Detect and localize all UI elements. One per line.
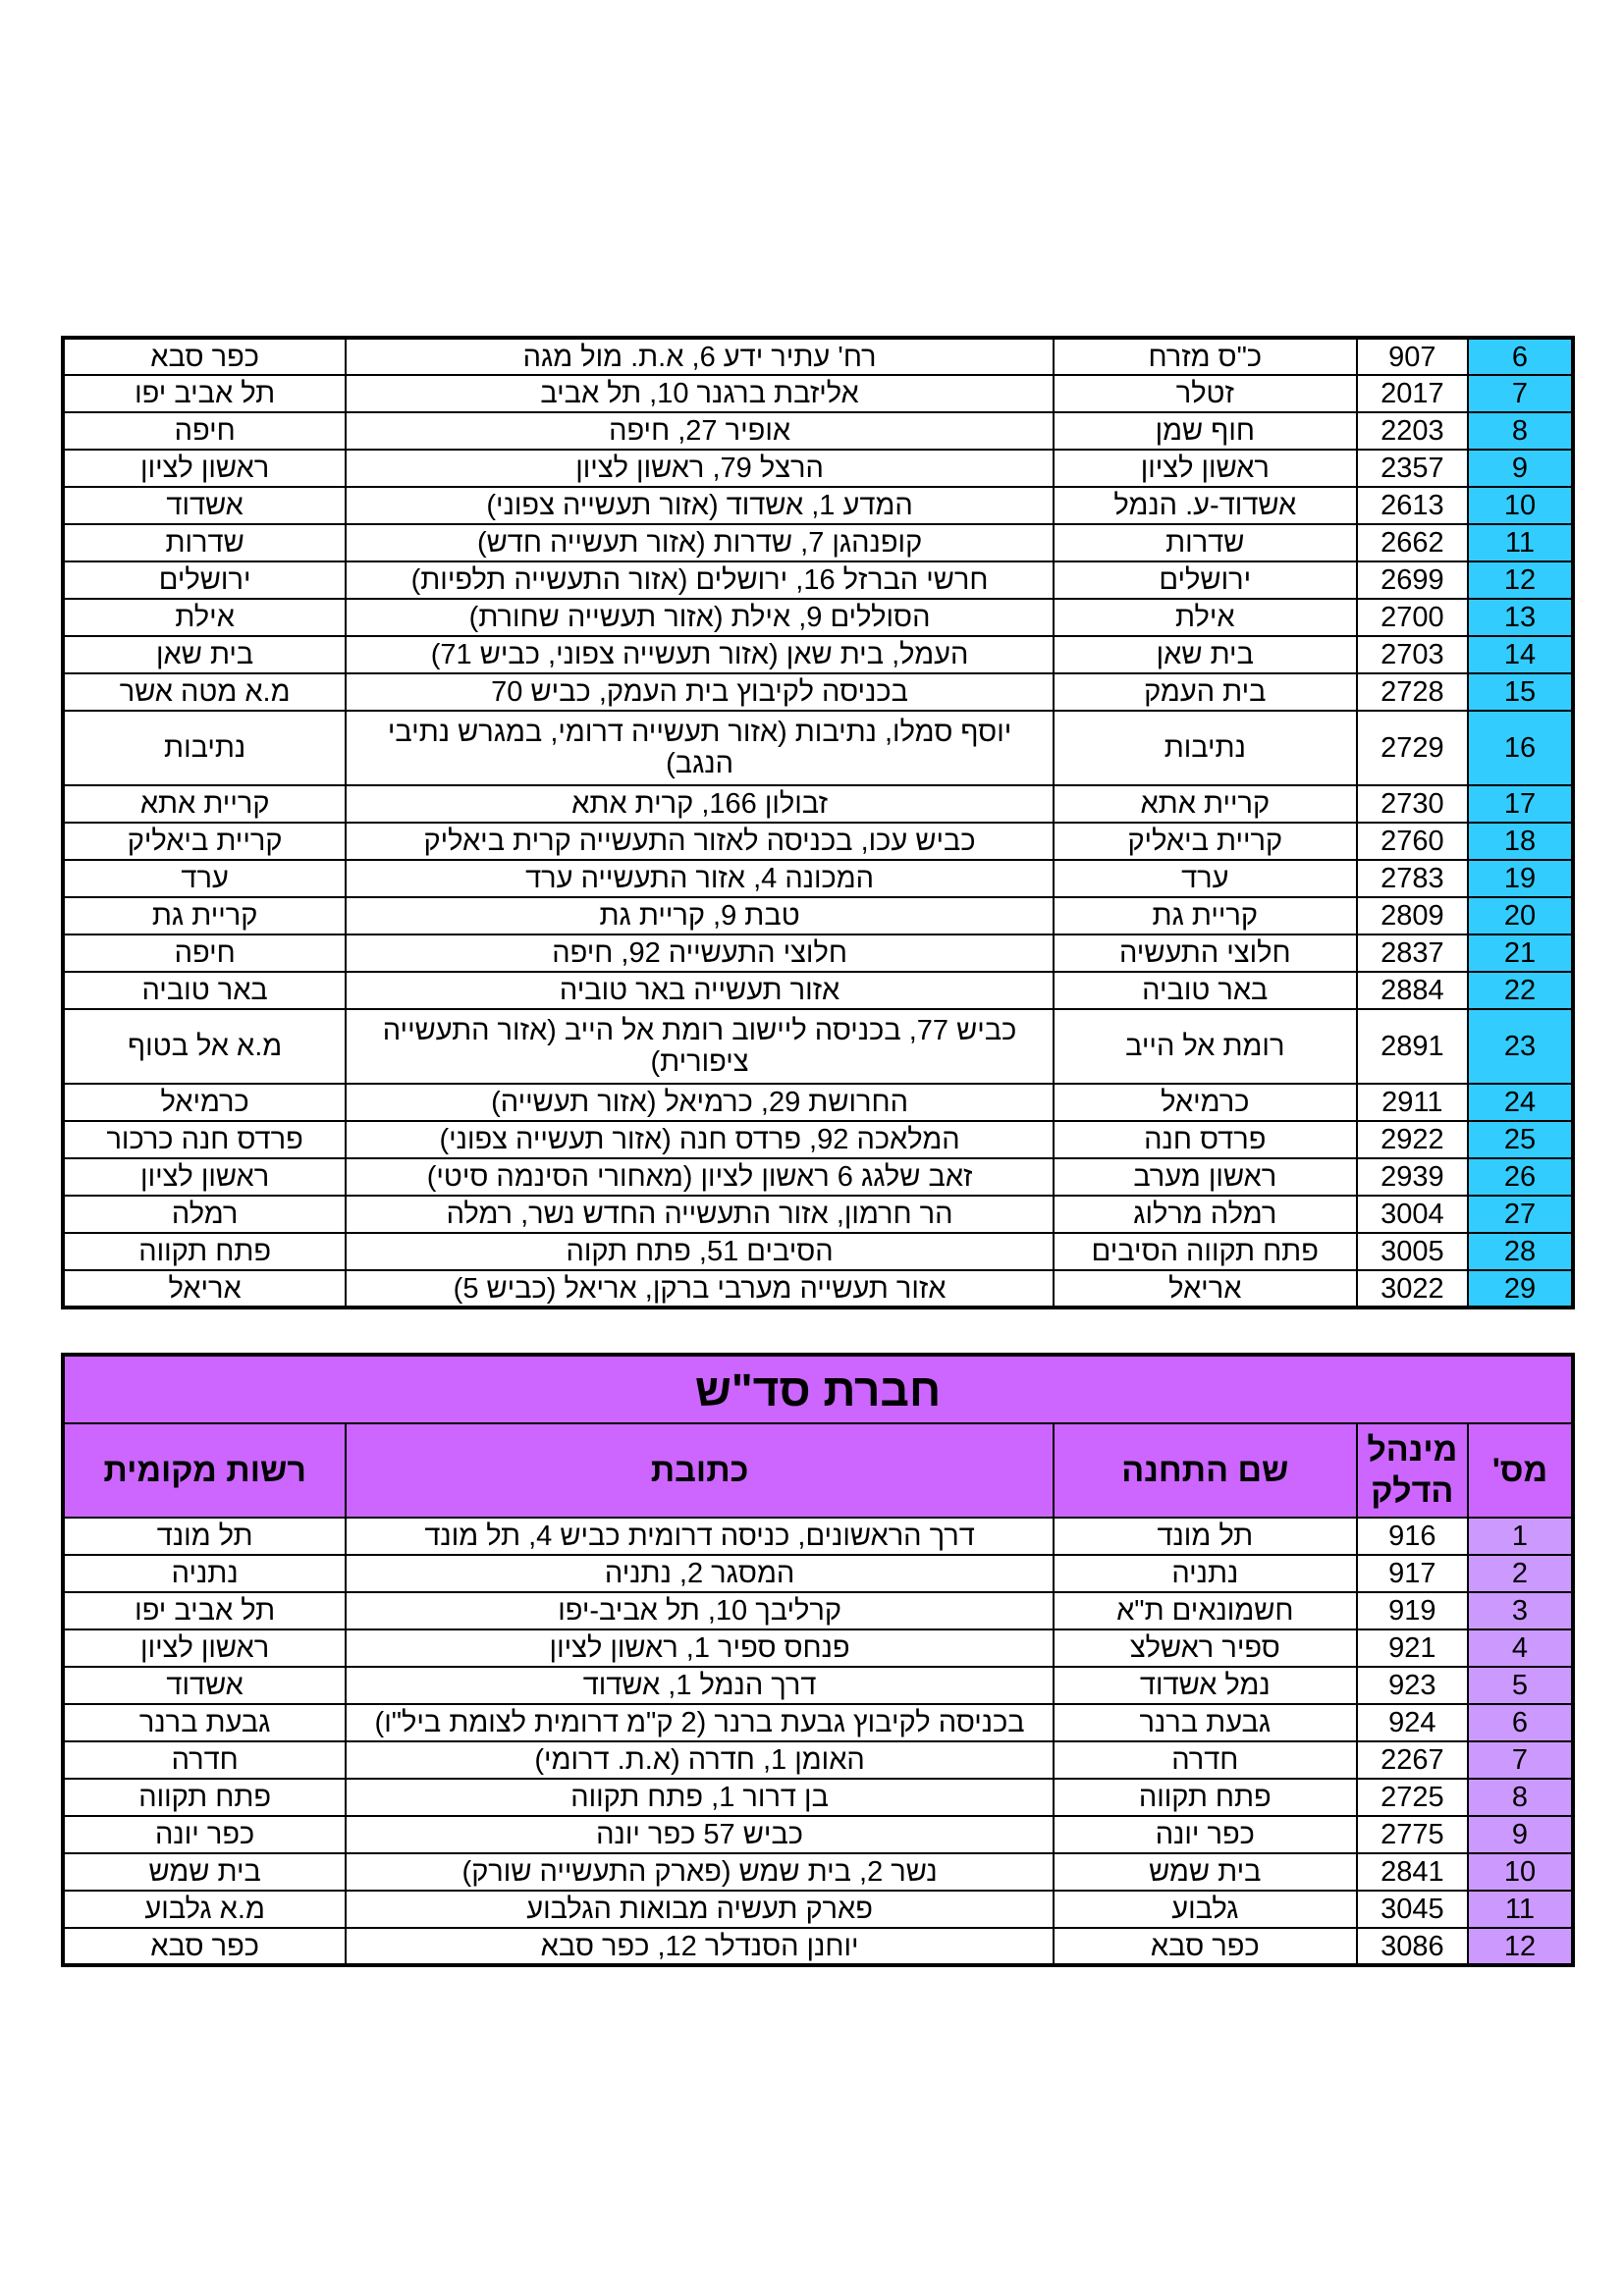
header-local-authority: רשות מקומית — [63, 1423, 346, 1518]
address-cell: אזור תעשייה מערבי ברקן, אריאל (כביש 5) — [346, 1270, 1054, 1308]
address-cell: בן דרור 1, פתח תקווה — [346, 1779, 1054, 1816]
local-authority-cell: מ.א אל בטוף — [63, 1009, 346, 1084]
address-cell: המכונה 4, אזור התעשייה ערד — [346, 860, 1054, 897]
fuel-admin-code-cell: 2841 — [1357, 1853, 1468, 1891]
table-row — [63, 972, 1573, 1009]
station-name-cell: גבעת ברנר — [1054, 1704, 1357, 1741]
local-authority-cell: חיפה — [63, 412, 346, 450]
row-number-cell: 4 — [1468, 1629, 1573, 1667]
row-number-cell: 29 — [1468, 1270, 1573, 1308]
local-authority-cell: פתח תקווה — [63, 1779, 346, 1816]
address-cell: פנחס ספיר 1, ראשון לציון — [346, 1629, 1054, 1667]
fuel-admin-code-cell: 2809 — [1357, 897, 1468, 934]
address-cell: נשר 2, בית שמש (פארק התעשייה שורק) — [346, 1853, 1054, 1891]
table-row — [63, 1928, 1573, 1965]
address-cell: החרושת 29, כרמיאל (אזור תעשייה) — [346, 1084, 1054, 1121]
row-number-cell: 8 — [1468, 412, 1573, 450]
local-authority-cell: קריית ביאליק — [63, 823, 346, 860]
station-name-cell: כפר סבא — [1054, 1928, 1357, 1965]
local-authority-cell: קריית גת — [63, 897, 346, 934]
address-cell: יוסף סמלו, נתיבות (אזור תעשייה דרומי, במגרש נתיבי הנגב) — [346, 711, 1054, 785]
table-row — [63, 1592, 1573, 1629]
table-row — [63, 711, 1573, 785]
station-name-cell: קריית גת — [1054, 897, 1357, 934]
address-cell: טבת 9, קריית גת — [346, 897, 1054, 934]
local-authority-cell: חיפה — [63, 934, 346, 972]
local-authority-cell: בית שמש — [63, 1853, 346, 1891]
station-name-cell: בית שמש — [1054, 1853, 1357, 1891]
fuel-admin-code-cell: 3045 — [1357, 1891, 1468, 1928]
table-row — [63, 1121, 1573, 1158]
station-name-cell: ירושלים — [1054, 561, 1357, 599]
table-row — [63, 1233, 1573, 1270]
header-station-name: שם התחנה — [1054, 1423, 1357, 1518]
table-row — [63, 1196, 1573, 1233]
fuel-admin-code-cell: 2267 — [1357, 1741, 1468, 1779]
local-authority-cell: ראשון לציון — [63, 1158, 346, 1196]
local-authority-cell: אשדוד — [63, 487, 346, 524]
fuel-admin-code-cell: 921 — [1357, 1629, 1468, 1667]
table-row — [63, 1816, 1573, 1853]
address-cell: אופיר 27, חיפה — [346, 412, 1054, 450]
station-name-cell: שדרות — [1054, 524, 1357, 561]
station-name-cell: חדרה — [1054, 1741, 1357, 1779]
fuel-admin-code-cell: 2730 — [1357, 785, 1468, 823]
row-number-cell: 13 — [1468, 599, 1573, 636]
fuel-admin-code-cell: 2699 — [1357, 561, 1468, 599]
row-number-cell: 2 — [1468, 1555, 1573, 1592]
station-name-cell: נתיבות — [1054, 711, 1357, 785]
address-cell: חרשי הברזל 16, ירושלים (אזור התעשייה תלפיות) — [346, 561, 1054, 599]
station-name-cell: פתח תקווה — [1054, 1779, 1357, 1816]
fuel-admin-code-cell: 2837 — [1357, 934, 1468, 972]
row-number-cell: 24 — [1468, 1084, 1573, 1121]
address-cell: אזור תעשייה באר טוביה — [346, 972, 1054, 1009]
stations-table-body — [63, 338, 1573, 1308]
row-number-cell: 8 — [1468, 1779, 1573, 1816]
station-name-cell: כ"ס מזרח — [1054, 338, 1357, 375]
local-authority-cell: ירושלים — [63, 561, 346, 599]
row-number-cell: 17 — [1468, 785, 1573, 823]
station-name-cell: אשדוד-ע. הנמל — [1054, 487, 1357, 524]
local-authority-cell: נתניה — [63, 1555, 346, 1592]
table-row — [63, 1518, 1573, 1555]
row-number-cell: 1 — [1468, 1518, 1573, 1555]
fuel-admin-code-cell: 2017 — [1357, 375, 1468, 412]
address-cell: רח' עתיר ידע 6, א.ת. מול מגה — [346, 338, 1054, 375]
fuel-admin-code-cell: 2613 — [1357, 487, 1468, 524]
station-name-cell: קריית אתא — [1054, 785, 1357, 823]
fuel-admin-code-cell: 2357 — [1357, 450, 1468, 487]
fuel-admin-code-cell: 3086 — [1357, 1928, 1468, 1965]
fuel-admin-code-cell: 924 — [1357, 1704, 1468, 1741]
table-row — [63, 561, 1573, 599]
row-number-cell: 11 — [1468, 1891, 1573, 1928]
row-number-cell: 9 — [1468, 1816, 1573, 1853]
table-row — [63, 934, 1573, 972]
row-number-cell: 12 — [1468, 1928, 1573, 1965]
local-authority-cell: קריית אתא — [63, 785, 346, 823]
local-authority-cell: נתיבות — [63, 711, 346, 785]
station-name-cell: חלוצי התעשיה — [1054, 934, 1357, 972]
stations-table-continued — [61, 336, 1575, 1309]
station-name-cell: נמל אשדוד — [1054, 1667, 1357, 1704]
row-number-cell: 10 — [1468, 1853, 1573, 1891]
row-number-cell: 3 — [1468, 1592, 1573, 1629]
address-cell: כביש עכו, בכניסה לאזור התעשייה קרית ביאליק — [346, 823, 1054, 860]
fuel-admin-code-cell: 2891 — [1357, 1009, 1468, 1084]
local-authority-cell: מ.א מטה אשר — [63, 673, 346, 711]
address-cell: זבולון 166, קרית אתא — [346, 785, 1054, 823]
address-cell: העמל, בית שאן (אזור תעשייה צפוני, כביש 71) — [346, 636, 1054, 673]
fuel-admin-code-cell: 2662 — [1357, 524, 1468, 561]
local-authority-cell: אילת — [63, 599, 346, 636]
table-row — [63, 1891, 1573, 1928]
station-name-cell: תל מונד — [1054, 1518, 1357, 1555]
table-row — [63, 636, 1573, 673]
row-number-cell: 11 — [1468, 524, 1573, 561]
row-number-cell: 27 — [1468, 1196, 1573, 1233]
local-authority-cell: גבעת ברנר — [63, 1704, 346, 1741]
fuel-admin-code-cell: 923 — [1357, 1667, 1468, 1704]
address-cell: הרצל 79, ראשון לציון — [346, 450, 1054, 487]
fuel-admin-code-cell: 907 — [1357, 338, 1468, 375]
row-number-cell: 22 — [1468, 972, 1573, 1009]
fuel-admin-code-cell: 2725 — [1357, 1779, 1468, 1816]
row-number-cell: 7 — [1468, 375, 1573, 412]
station-name-cell: כרמיאל — [1054, 1084, 1357, 1121]
station-name-cell: חוף שמן — [1054, 412, 1357, 450]
fuel-admin-code-cell: 2203 — [1357, 412, 1468, 450]
table-row — [63, 450, 1573, 487]
local-authority-cell: פרדס חנה כרכור — [63, 1121, 346, 1158]
local-authority-cell: תל אביב יפו — [63, 375, 346, 412]
local-authority-cell: כפר יונה — [63, 1816, 346, 1853]
table-title-row — [63, 1355, 1573, 1423]
local-authority-cell: כרמיאל — [63, 1084, 346, 1121]
local-authority-cell: אריאל — [63, 1270, 346, 1308]
fuel-admin-code-cell: 3022 — [1357, 1270, 1468, 1308]
station-name-cell: אילת — [1054, 599, 1357, 636]
station-name-cell: זטלר — [1054, 375, 1357, 412]
table-row — [63, 338, 1573, 375]
fuel-admin-code-cell: 3004 — [1357, 1196, 1468, 1233]
fuel-admin-code-cell: 2911 — [1357, 1084, 1468, 1121]
local-authority-cell: אשדוד — [63, 1667, 346, 1704]
table-row — [63, 823, 1573, 860]
fuel-admin-code-cell: 917 — [1357, 1555, 1468, 1592]
address-cell: המסגר 2, נתניה — [346, 1555, 1054, 1592]
station-name-cell: פרדס חנה — [1054, 1121, 1357, 1158]
table-row — [63, 1704, 1573, 1741]
table-row — [63, 524, 1573, 561]
address-cell: דרך הנמל 1, אשדוד — [346, 1667, 1054, 1704]
row-number-cell: 19 — [1468, 860, 1573, 897]
table-row — [63, 1009, 1573, 1084]
row-number-cell: 21 — [1468, 934, 1573, 972]
table-row — [63, 599, 1573, 636]
row-number-cell: 18 — [1468, 823, 1573, 860]
fuel-admin-code-cell: 2729 — [1357, 711, 1468, 785]
address-cell: האומן 1, חדרה (א.ת. דרומי) — [346, 1741, 1054, 1779]
table-row — [63, 1779, 1573, 1816]
row-number-cell: 15 — [1468, 673, 1573, 711]
row-number-cell: 20 — [1468, 897, 1573, 934]
row-number-cell: 5 — [1468, 1667, 1573, 1704]
address-cell: פארק תעשיה מבואות הגלבוע — [346, 1891, 1054, 1928]
fuel-admin-code-cell: 3005 — [1357, 1233, 1468, 1270]
row-number-cell: 7 — [1468, 1741, 1573, 1779]
company-title: חברת סד"ש — [63, 1355, 1573, 1423]
sadash-stations-table — [61, 1353, 1575, 1967]
row-number-cell: 6 — [1468, 338, 1573, 375]
station-name-cell: נתניה — [1054, 1555, 1357, 1592]
station-name-cell: באר טוביה — [1054, 972, 1357, 1009]
local-authority-cell: חדרה — [63, 1741, 346, 1779]
address-cell: קופנהגן 7, שדרות (אזור תעשייה חדש) — [346, 524, 1054, 561]
station-name-cell: אריאל — [1054, 1270, 1357, 1308]
address-cell: חלוצי התעשייה 92, חיפה — [346, 934, 1054, 972]
station-name-cell: ספיר ראשלצ — [1054, 1629, 1357, 1667]
local-authority-cell: כפר סבא — [63, 338, 346, 375]
fuel-admin-code-cell: 2703 — [1357, 636, 1468, 673]
table-row — [63, 1555, 1573, 1592]
address-cell: בכניסה לקיבוץ גבעת ברנר (2 ק"מ דרומית לצומת ביל"ו) — [346, 1704, 1054, 1741]
address-cell: המדע 1, אשדוד (אזור תעשייה צפוני) — [346, 487, 1054, 524]
address-cell: דרך הראשונים, כניסה דרומית כביש 4, תל מונד — [346, 1518, 1054, 1555]
fuel-admin-code-cell: 2884 — [1357, 972, 1468, 1009]
station-name-cell: גלבוע — [1054, 1891, 1357, 1928]
address-cell: יוחנן הסנדלר 12, כפר סבא — [346, 1928, 1054, 1965]
table-row — [63, 785, 1573, 823]
local-authority-cell: כפר סבא — [63, 1928, 346, 1965]
local-authority-cell: ראשון לציון — [63, 1629, 346, 1667]
table-row — [63, 1158, 1573, 1196]
local-authority-cell: פתח תקווה — [63, 1233, 346, 1270]
table-row — [63, 1084, 1573, 1121]
local-authority-cell: ראשון לציון — [63, 450, 346, 487]
sadash-table-body — [63, 1518, 1573, 1965]
local-authority-cell: בית שאן — [63, 636, 346, 673]
row-number-cell: 16 — [1468, 711, 1573, 785]
table-row — [63, 897, 1573, 934]
fuel-admin-code-cell: 2939 — [1357, 1158, 1468, 1196]
fuel-admin-code-cell: 2775 — [1357, 1816, 1468, 1853]
local-authority-cell: תל אביב יפו — [63, 1592, 346, 1629]
address-cell: אליזבת ברגנר 10, תל אביב — [346, 375, 1054, 412]
fuel-admin-code-cell: 2922 — [1357, 1121, 1468, 1158]
address-cell: זאב שלגג 6 ראשון לציון (מאחורי הסינמה סיטי) — [346, 1158, 1054, 1196]
address-cell: הסוללים 9, אילת (אזור תעשייה שחורת) — [346, 599, 1054, 636]
station-name-cell: ראשון לציון — [1054, 450, 1357, 487]
table-row — [63, 860, 1573, 897]
local-authority-cell: שדרות — [63, 524, 346, 561]
station-name-cell: קריית ביאליק — [1054, 823, 1357, 860]
address-cell: הר חרמון, אזור התעשייה החדש נשר, רמלה — [346, 1196, 1054, 1233]
local-authority-cell: באר טוביה — [63, 972, 346, 1009]
station-name-cell: בית העמק — [1054, 673, 1357, 711]
station-name-cell: ערד — [1054, 860, 1357, 897]
address-cell: בכניסה לקיבוץ בית העמק, כביש 70 — [346, 673, 1054, 711]
row-number-cell: 26 — [1468, 1158, 1573, 1196]
table-row — [63, 1270, 1573, 1308]
row-number-cell: 12 — [1468, 561, 1573, 599]
station-name-cell: ראשון מערב — [1054, 1158, 1357, 1196]
table-header-row — [63, 1423, 1573, 1518]
station-name-cell: בית שאן — [1054, 636, 1357, 673]
row-number-cell: 6 — [1468, 1704, 1573, 1741]
table-row — [63, 1741, 1573, 1779]
table-row — [63, 1667, 1573, 1704]
local-authority-cell: רמלה — [63, 1196, 346, 1233]
row-number-cell: 9 — [1468, 450, 1573, 487]
table-row — [63, 487, 1573, 524]
address-cell: כביש 77, בכניסה ליישוב רומת אל הייב (אזור התעשייה ציפורית) — [346, 1009, 1054, 1084]
station-name-cell: חשמונאים ת"א — [1054, 1592, 1357, 1629]
table-row — [63, 1853, 1573, 1891]
fuel-admin-code-cell: 919 — [1357, 1592, 1468, 1629]
table-row — [63, 673, 1573, 711]
fuel-admin-code-cell: 2783 — [1357, 860, 1468, 897]
local-authority-cell: ערד — [63, 860, 346, 897]
fuel-admin-code-cell: 2700 — [1357, 599, 1468, 636]
fuel-admin-code-cell: 2760 — [1357, 823, 1468, 860]
local-authority-cell: תל מונד — [63, 1518, 346, 1555]
station-name-cell: כפר יונה — [1054, 1816, 1357, 1853]
row-number-cell: 25 — [1468, 1121, 1573, 1158]
fuel-admin-code-cell: 2728 — [1357, 673, 1468, 711]
address-cell: קרליבך 10, תל אביב-יפו — [346, 1592, 1054, 1629]
address-cell: כביש 57 כפר יונה — [346, 1816, 1054, 1853]
table-row — [63, 375, 1573, 412]
row-number-cell: 14 — [1468, 636, 1573, 673]
header-fuel-admin-code: מינהל הדלק — [1357, 1423, 1468, 1518]
row-number-cell: 10 — [1468, 487, 1573, 524]
address-cell: המלאכה 92, פרדס חנה (אזור תעשייה צפוני) — [346, 1121, 1054, 1158]
row-number-cell: 23 — [1468, 1009, 1573, 1084]
station-name-cell: רמלה מרלוג — [1054, 1196, 1357, 1233]
fuel-admin-code-cell: 916 — [1357, 1518, 1468, 1555]
local-authority-cell: מ.א גלבוע — [63, 1891, 346, 1928]
station-name-cell: פתח תקווה הסיבים — [1054, 1233, 1357, 1270]
table-row — [63, 412, 1573, 450]
header-num: מס' — [1468, 1423, 1573, 1518]
row-number-cell: 28 — [1468, 1233, 1573, 1270]
header-address: כתובת — [346, 1423, 1054, 1518]
address-cell: הסיבים 51, פתח תקוה — [346, 1233, 1054, 1270]
table-row — [63, 1629, 1573, 1667]
station-name-cell: רומת אל הייב — [1054, 1009, 1357, 1084]
